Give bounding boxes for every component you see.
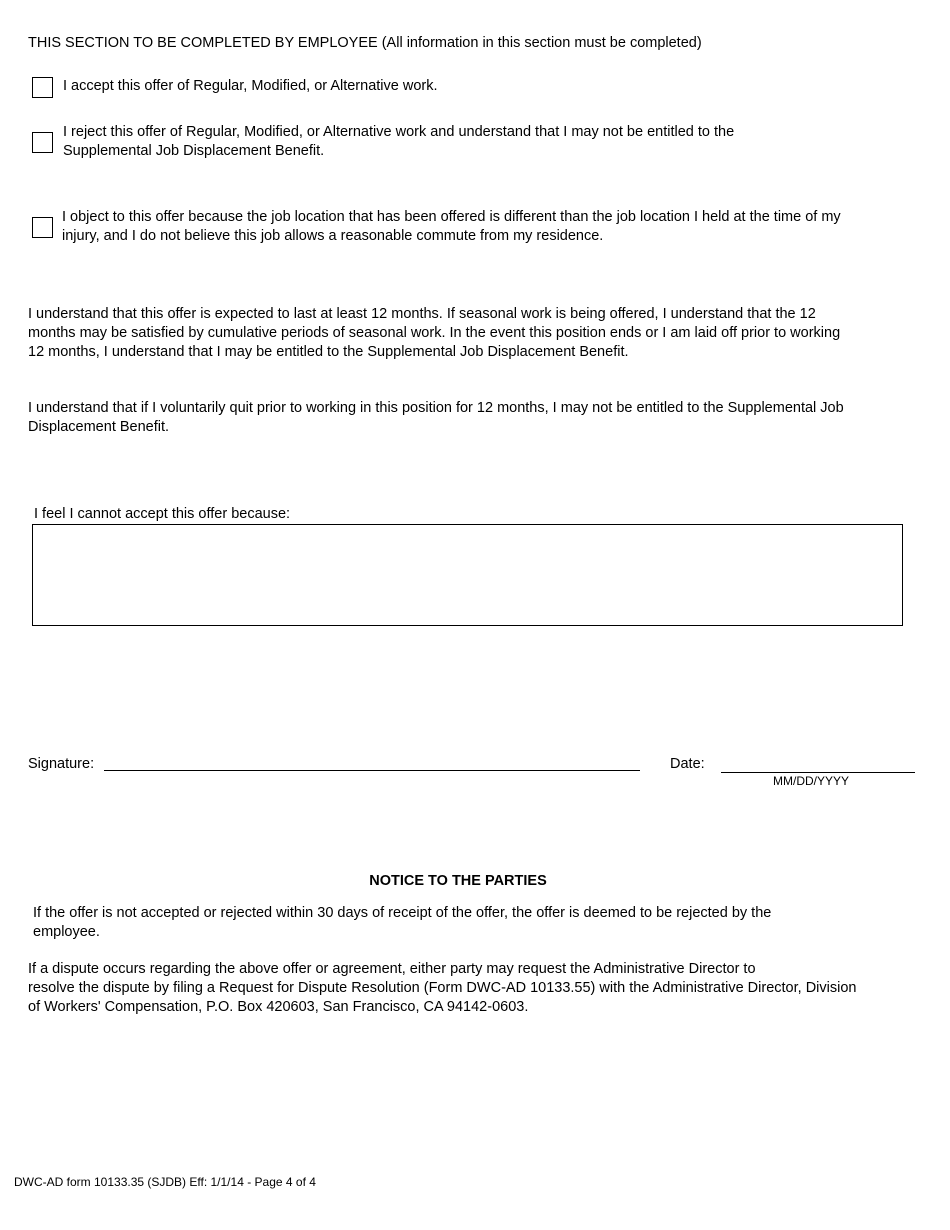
reject-offer-label-line-2: Supplemental Job Displacement Benefit. xyxy=(63,143,325,159)
notice-paragraph-1-line-2: employee. xyxy=(33,924,100,940)
notice-paragraph-1-line-1: If the offer is not accepted or rejected within 30 days of receipt of the offer, the offer is deemed to be rejected by the xyxy=(33,905,772,921)
accept-offer-label: I accept this offer of Regular, Modified, or Alternative work. xyxy=(63,78,438,94)
understanding-paragraph-1 xyxy=(28,305,840,362)
section-header: THIS SECTION TO BE COMPLETED BY EMPLOYEE (All information in this section must be completed) xyxy=(28,35,702,51)
object-offer-label-line-2: injury, and I do not believe this job allows a reasonable commute from my residence. xyxy=(62,228,604,244)
object-offer-label-line-1: I object to this offer because the job location that has been offered is different than the job location I held at the time of my xyxy=(62,209,841,225)
notice-paragraph-1 xyxy=(33,904,771,942)
notice-paragraph-2-line-3: of Workers' Compensation, P.O. Box 420603, San Francisco, CA 94142-0603. xyxy=(28,999,529,1015)
understanding-paragraph-2-line-1: I understand that if I voluntarily quit prior to working in this position for 12 months, I may not be entitled to the Supplemental Job xyxy=(28,400,844,416)
reject-offer-checkbox[interactable] xyxy=(32,132,53,153)
notice-title: NOTICE TO THE PARTIES xyxy=(369,873,547,889)
date-format-hint: MM/DD/YYYY xyxy=(773,774,850,788)
understanding-paragraph-2-line-2: Displacement Benefit. xyxy=(28,419,170,435)
reason-textbox[interactable] xyxy=(32,524,903,626)
reject-offer-label-line-1: I reject this offer of Regular, Modified, or Alternative work and understand that I may not be entitled to the xyxy=(63,124,735,140)
form-footer: DWC-AD form 10133.35 (SJDB) Eff: 1/1/14 - Page 4 of 4 xyxy=(14,1175,316,1189)
understanding-paragraph-1-line-2: months may be satisfied by cumulative periods of seasonal work. In the event this position ends or I am laid off prior to working xyxy=(28,325,841,341)
reason-label: I feel I cannot accept this offer because: xyxy=(34,506,291,522)
object-offer-checkbox[interactable] xyxy=(32,217,53,238)
signature-line[interactable] xyxy=(104,770,640,771)
understanding-paragraph-2 xyxy=(28,399,844,437)
notice-paragraph-2 xyxy=(28,960,856,1017)
notice-paragraph-2-line-1: If a dispute occurs regarding the above offer or agreement, either party may request the Administrative Director to xyxy=(28,961,756,977)
understanding-paragraph-1-line-1: I understand that this offer is expected to last at least 12 months. If seasonal work is being offered, I understand that the 12 xyxy=(28,306,816,322)
accept-offer-checkbox[interactable] xyxy=(32,77,53,98)
understanding-paragraph-1-line-3: 12 months, I understand that I may be entitled to the Supplemental Job Displacement Benefit. xyxy=(28,344,629,360)
object-offer-label xyxy=(62,208,841,246)
notice-paragraph-2-line-2: resolve the dispute by filing a Request for Dispute Resolution (Form DWC-AD 10133.55) with the Administrative Director, Division xyxy=(28,980,857,996)
date-label: Date: xyxy=(670,756,705,772)
signature-label: Signature: xyxy=(28,756,95,772)
reject-offer-label xyxy=(63,123,734,161)
